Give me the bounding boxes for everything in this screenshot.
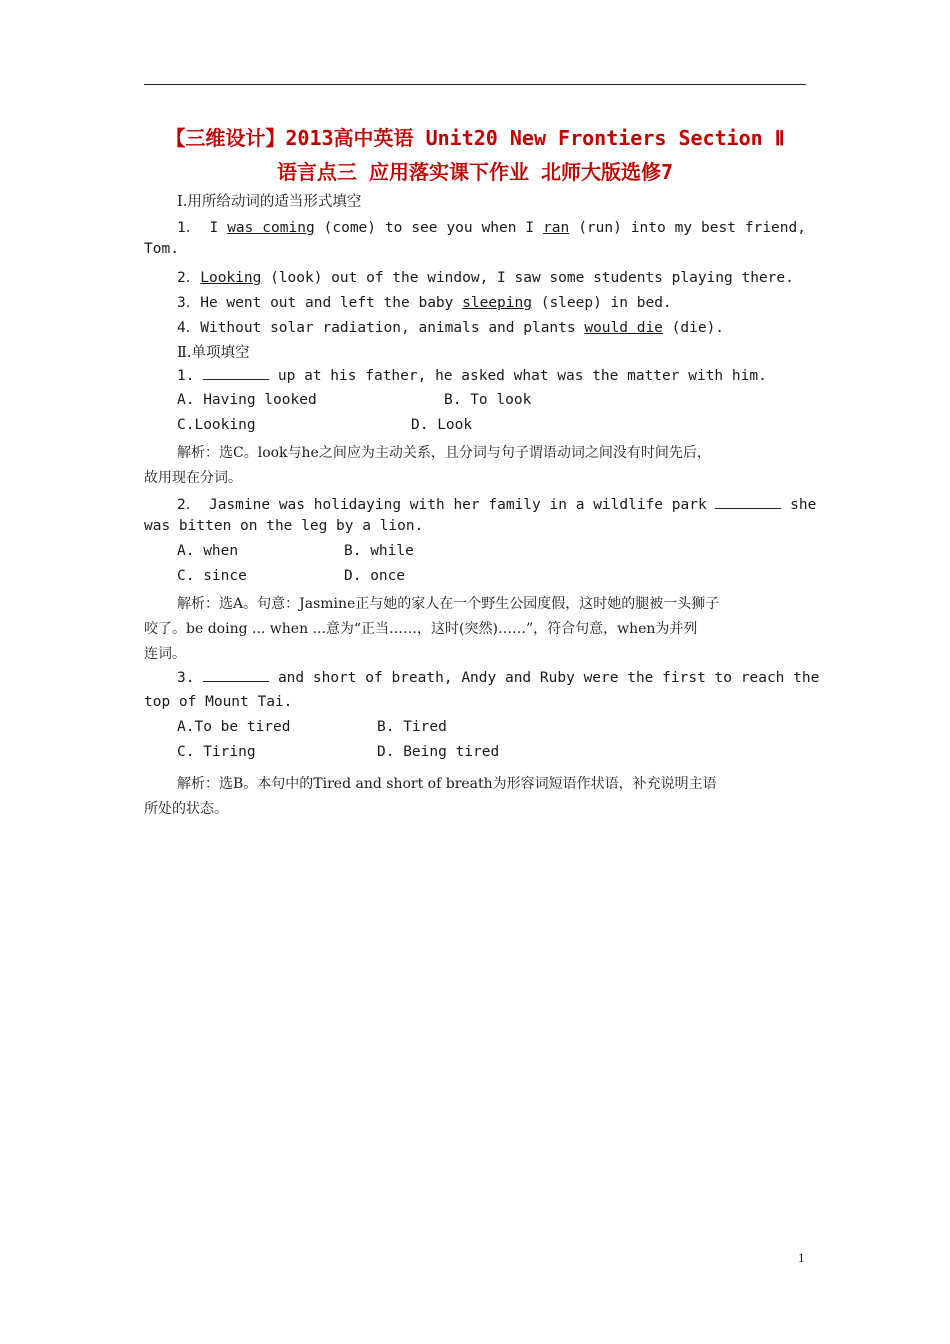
answer: Looking bbox=[200, 270, 262, 286]
option-c: C.Looking bbox=[177, 417, 256, 433]
section-2-heading: Ⅱ.单项填空 bbox=[177, 345, 250, 361]
explanation-cont: 咬了。be doing ... when ...意为“正当……，这时(突然)……”，符合句意，when为并列 bbox=[144, 621, 698, 637]
option-b: B. Tired bbox=[377, 719, 447, 735]
option-d: D. Being tired bbox=[377, 744, 500, 760]
option-a: A. Having looked bbox=[177, 392, 317, 408]
s2-question-1: 1. up at his father, he asked what was the matter with him. bbox=[177, 368, 767, 384]
explanation-cont: 所处的状态。 bbox=[144, 801, 228, 817]
option-c: C. Tiring bbox=[177, 744, 256, 760]
answer: ran bbox=[543, 220, 570, 236]
document-title-line-1: 【三维设计】2013高中英语 Unit20 New Frontiers Section Ⅱ bbox=[165, 126, 785, 150]
option-b: B. while bbox=[344, 543, 414, 559]
s1-question-3: 3．He went out and left the baby sleeping (sleep) in bed. bbox=[177, 295, 672, 311]
option-a: A.To be tired bbox=[177, 719, 291, 735]
explanation: 解析：选C。look与he之间应为主动关系，且分词与句子谓语动词之间没有时间先后， bbox=[177, 445, 711, 461]
s2-question-3: 3. and short of breath, Andy and Ruby were the first to reach the bbox=[177, 670, 820, 686]
s1-question-1: 1． I was coming (come) to see you when I ran (run) into my best friend, bbox=[177, 220, 806, 236]
option-a: A. when bbox=[177, 543, 239, 559]
option-b: B. To look bbox=[444, 392, 532, 408]
header-rule bbox=[144, 84, 806, 85]
explanation-cont: 连词。 bbox=[144, 646, 186, 662]
question-number: 1． bbox=[177, 220, 201, 236]
s2-question-2: 2． Jasmine was holidaying with her family in a wildlife park she bbox=[177, 497, 817, 513]
answer: was coming bbox=[227, 220, 315, 236]
s1-question-1-cont: Tom. bbox=[144, 241, 179, 257]
option-c: C. since bbox=[177, 568, 247, 584]
option-d: D. once bbox=[344, 568, 406, 584]
answer: sleeping bbox=[462, 295, 532, 311]
s2-question-2-cont: was bitten on the leg by a lion. bbox=[144, 518, 424, 534]
option-d: D. Look bbox=[411, 417, 473, 433]
answer-blank bbox=[203, 367, 269, 380]
answer: would die bbox=[584, 320, 663, 336]
explanation-cont: 故用现在分词。 bbox=[144, 470, 242, 486]
document-title-line-2: 语言点三 应用落实课下作业 北师大版选修7 bbox=[276, 160, 674, 184]
answer-blank bbox=[203, 669, 269, 682]
answer-blank bbox=[715, 496, 781, 509]
explanation: 解析：选B。本句中的Tired and short of breath为形容词短语作状语，补充说明主语 bbox=[177, 776, 717, 792]
section-1-heading: Ⅰ.用所给动词的适当形式填空 bbox=[177, 194, 362, 210]
page-number: 1 bbox=[798, 1250, 805, 1265]
s1-question-4: 4．Without solar radiation, animals and plants would die (die). bbox=[177, 320, 725, 336]
s1-question-2: 2．Looking (look) out of the window, I saw some students playing there. bbox=[177, 270, 794, 286]
explanation: 解析：选A。句意：Jasmine正与她的家人在一个野生公园度假，这时她的腿被一头狮子 bbox=[177, 596, 720, 612]
s2-question-3-cont: top of Mount Tai. bbox=[144, 694, 293, 710]
